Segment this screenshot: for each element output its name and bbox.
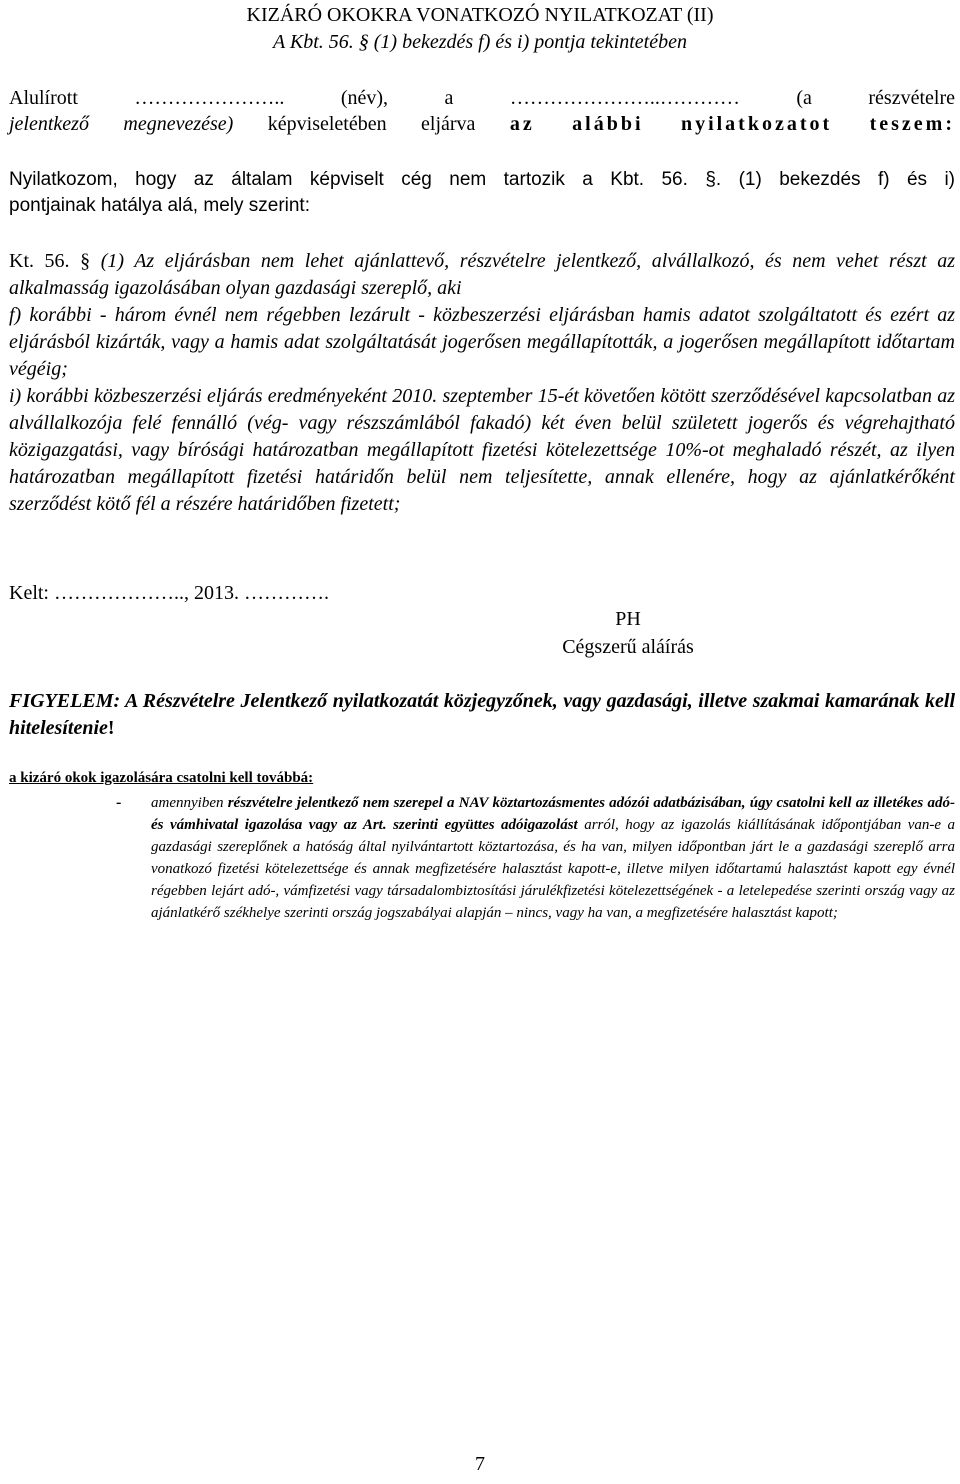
date-line: Kelt: ……………….., 2013. …………. (9, 582, 329, 604)
bullet-dash: - (116, 794, 122, 811)
attachment-item (151, 792, 955, 924)
law-quote (9, 248, 955, 518)
attachment-item-emphasis: részvételre jelentkező nem szerepel a NAV köztartozásmentes adózói adatbázisában, úgy csatolni kell az illetékes adó- és vámhivatal igazolása vagy az Art. szerinti együttes adóigazolást (151, 795, 955, 833)
declaration-line-1: Nyilatkozom, hogy az általam képviselt cég nem tartozik a Kbt. 56. §. (1) bekezdés f) és i) (9, 169, 955, 190)
law-point-i: i) korábbi közbeszerzési eljárás eredményeként 2010. szeptember 15-ét követően kötött szerződésével kapcsolatban az alvállalkozója felé fennálló (vég- vagy részszámlából fakadó) két éven belül született jogerős és végrehajtható közigazgatási, vagy bírósági határozatban megállapított fizetési kötelezettsége 10%-ot meghaladó részét, az ilyen határozatban megállapított fizetési határidőn belül nem teljesítette, annak ellenére, hogy az ajánlatkérőként szerződést kötő fél a részére határidőben fizetett; (9, 385, 955, 515)
attachments-title: a kizáró okok igazolására csatolni kell továbbá: (9, 770, 314, 786)
warning-text: FIGYELEM: A Részvételre Jelentkező nyilatkozatát közjegyzőnek, vagy gazdasági, illetve szakmai kamarának kell hitelesítenie (9, 690, 955, 739)
law-paragraph-1: (1) Az eljárásban nem lehet ajánlattevő, részvételre jelentkező, alvállalkozó, és nem vehet részt az alkalmasság igazolásában olyan gazdasági szereplő, aki (9, 250, 956, 299)
document-subtitle: A Kbt. 56. § (1) bekezdés f) és i) pontja tekintetében (273, 31, 687, 53)
law-point-f: f) korábbi - három évnél nem régebben lezárult - közbeszerzési eljárásban hamis adatot szolgáltatott és ezért az eljárásból kizárták, vagy a hamis adat szolgáltatását jogerősen megállapították, a jogerősen megállapított időtartam végéig; (9, 304, 955, 380)
intro-role: jelentkező megnevezése) (9, 113, 234, 135)
signature-label: Cégszerű aláírás (562, 636, 694, 658)
attachment-item-intro: amennyiben (151, 795, 228, 811)
intro-acting: képviseletében eljárva (233, 113, 510, 135)
warning-notice (9, 688, 955, 742)
intro-declaration-emphasis: az alábbi nyilatkozatot teszem: (509, 113, 955, 135)
declaration-line-2: pontjainak hatálya alá, mely szerint: (9, 195, 310, 216)
attachment-item-rest: arról, hogy az igazolás kiállításának időpontjában van-e a gazdasági szereplőnek a hatóság által nyilvántartott köztartozása, és ha van, milyen időpontban járt le a gazdasági szereplő arra vonatkozó fizetési kötelezettsége és annak megfizetésére halasztást kapott-e, illetve milyen időtartamú halasztást kapott egy évnél régebben lejárt adó-, vámfizetési vagy társadalombiztosítási járulékfizetési kötelezettségének - a letelepedése szerinti ország vagy az ajánlatkérő székhelye szerinti ország jogszabályai alapján – nincs, vagy ha van, a megfizetésére halasztást kapott; (151, 817, 955, 921)
warning-exclamation: ! (107, 717, 115, 739)
intro-line-1: Alulírott ………………….. (név), a …………………..………… (a részvételre (9, 87, 955, 109)
page-number: 7 (475, 1453, 485, 1475)
law-reference: Kt. 56. § (9, 250, 101, 272)
stamp-placeholder: PH (615, 608, 641, 630)
document-title: KIZÁRÓ OKOKRA VONATKOZÓ NYILATKOZAT (II) (246, 4, 714, 26)
intro-line-2 (9, 111, 955, 137)
